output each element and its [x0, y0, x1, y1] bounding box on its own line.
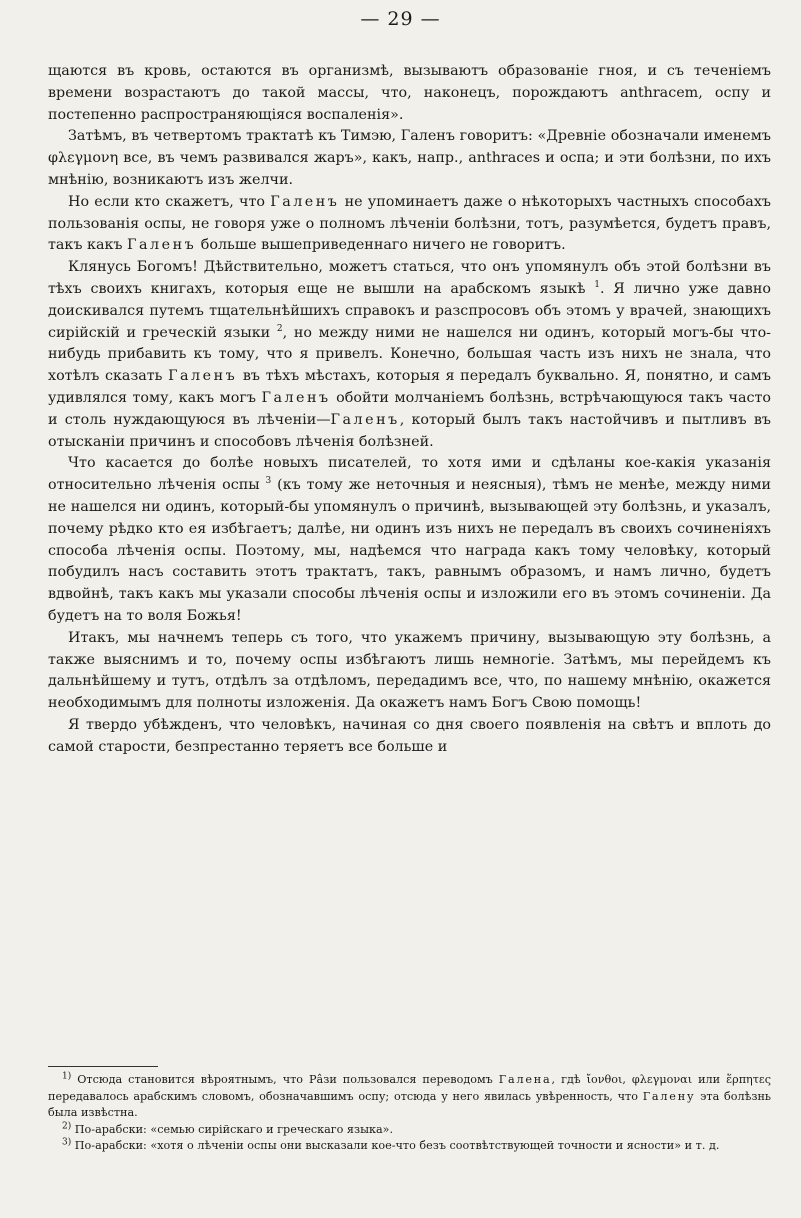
footnote-marker: 3) — [62, 1137, 72, 1148]
paragraph-7: Я твердо убѣжденъ, что человѣкъ, начиная со дня своего появленія на свѣтъ и вплоть до самой старости, безпрестанно теряетъ все больше и — [48, 716, 771, 755]
author-name: Галенъ — [261, 389, 331, 406]
author-name: Галена — [498, 1073, 552, 1086]
footnote-2 — [48, 1122, 771, 1139]
text-span: Клянусь Богомъ! Дѣйствительно, можетъ статься, что онъ упомянулъ объ этой болѣзни въ тѣхъ своихъ книгахъ, которыя еще не вышли на арабскомъ языкѣ — [48, 259, 771, 297]
author-name: Галенъ — [270, 193, 340, 210]
text-span: Но если кто скажетъ, что — [68, 193, 271, 210]
author-name: Галену — [642, 1089, 696, 1103]
paragraph-1: щаются въ кровь, остаются въ организмѣ, вызываютъ образованіе гноя, и съ теченіемъ времени возрастаютъ до такой массы, что, наконецъ, порождаютъ anthracem, оспу и постепенно распространяющіяся воспаленія». — [48, 63, 771, 123]
page-number: — 29 — — [360, 8, 441, 30]
author-name: Галенъ — [330, 411, 400, 428]
paragraph-2: Затѣмъ, въ четвертомъ трактатѣ къ Тимэю, Галенъ говоритъ: «Древніе обозначали именемъ φλεγμονη все, въ чемъ развивался жаръ», какъ, напр., anthraces и оспа; и эти болѣзни, по ихъ мнѣнію, возникаютъ изъ желчи. — [48, 128, 771, 188]
text-span: обойти молчаніемъ болѣзнь, встрѣчающуюся такъ часто и столь нуждающуюся въ лѣченіи— — [48, 389, 771, 428]
text-span: (къ тому же неточныя и неясныя), тѣмъ не менѣе, между ними не нашелся ни одинъ, который-бы упомянулъ о причинѣ, вызывающей эту болѣзнь, и указалъ, почему рѣдко кто ея избѣгаетъ; далѣе, ни одинъ изъ нихъ не передалъ въ своихъ сочиненіяхъ способа лѣченія оспы. Поэтому, мы, надѣемся что награда какъ тому человѣку, который побудилъ насъ составить этотъ трактатъ, такъ, равнымъ образомъ, и намъ лично, будетъ вдвойнѣ, такъ какъ мы указали способы лѣченія оспы и изложили его въ этомъ сочиненіи. Да будетъ на то воля Божья! — [48, 477, 771, 624]
text-span: не упоминаетъ даже о нѣкоторыхъ частныхъ способахъ пользованія оспы, не говоря уже о полномъ лѣченіи болѣзни, тотъ, разумѣется, будетъ правъ, такъ какъ — [48, 193, 771, 254]
author-name: Галенъ — [168, 368, 238, 385]
footnote-ref-3: 3 — [265, 476, 272, 487]
footnote-ref-1: 1 — [594, 280, 600, 291]
footnote-marker: 1) — [62, 1071, 72, 1082]
text-span: , который былъ такъ настойчивъ и пытливъ въ отысканіи причинъ и способовъ лѣченія болѣзней. — [48, 411, 771, 450]
text-span: эта болѣзнь была извѣстна. — [48, 1089, 771, 1120]
paragraph-6: Итакъ, мы начнемъ теперь съ того, что укажемъ причину, вызывающую эту болѣзнь, а также выяснимъ и то, почему оспы избѣгаютъ лишь немногіе. Затѣмъ, мы перейдемъ къ дальнѣйшему и тутъ, отдѣлъ за отдѣломъ, передадимъ все, что, по нашему мнѣнію, окажется необходимымъ для полноты изложенія. Да окажетъ намъ Богъ Свою помощь! — [48, 629, 771, 712]
footnotes — [48, 1072, 771, 1155]
author-name: Галенъ — [127, 237, 197, 254]
text-span: По-арабски: «хотя о лѣченіи оспы они высказали кое-что безъ соотвѣтствующей точности и ясности» и т. д. — [71, 1139, 720, 1153]
paragraph-3 — [48, 192, 771, 257]
paragraph-4 — [48, 257, 771, 453]
text-span: По-арабски: «семью сирійскаго и греческаго языка». — [71, 1122, 394, 1136]
footnote-marker: 2) — [62, 1121, 72, 1132]
text-span: Отсюда становится вѣроятнымъ, что Рâзи пользовался переводомъ — [71, 1073, 499, 1086]
footnote-3 — [48, 1138, 771, 1155]
footnote-ref-2: 2 — [276, 323, 283, 334]
text-span: въ тѣхъ мѣстахъ, которыя я передалъ буквально. Я, понятно, и самъ удивлялся тому, какъ могъ — [48, 368, 771, 406]
text-span: , но между ними не нашелся ни одинъ, который могъ-бы что-нибудь прибавить къ тому, что я привелъ. Конечно, большая часть изъ нихъ не знала, что хотѣлъ сказать — [48, 324, 772, 385]
text-span: , гдѣ ἴονθοι, φλεγμοναι или ἕρπητες передавалось арабскимъ словомъ, обозначавшимъ оспу; отсюда у него явилась увѣренность, что — [48, 1073, 771, 1103]
main-text — [48, 61, 771, 759]
text-span: Что касается до болѣе новыхъ писателей, то хотя ими и сдѣланы кое-какія указанія относительно лѣченія оспы — [48, 455, 771, 494]
paragraph-5 — [48, 453, 771, 627]
footnote-1 — [48, 1072, 771, 1122]
text-span: . Я лично уже давно доискивался путемъ тщательнѣйшихъ справокъ и разспросовъ объ этомъ у врачей, знающихъ сирійскій и греческій языки — [48, 280, 771, 341]
text-span: больше вышеприведеннаго ничего не говоритъ. — [196, 237, 566, 254]
footnote-divider — [48, 1066, 158, 1067]
